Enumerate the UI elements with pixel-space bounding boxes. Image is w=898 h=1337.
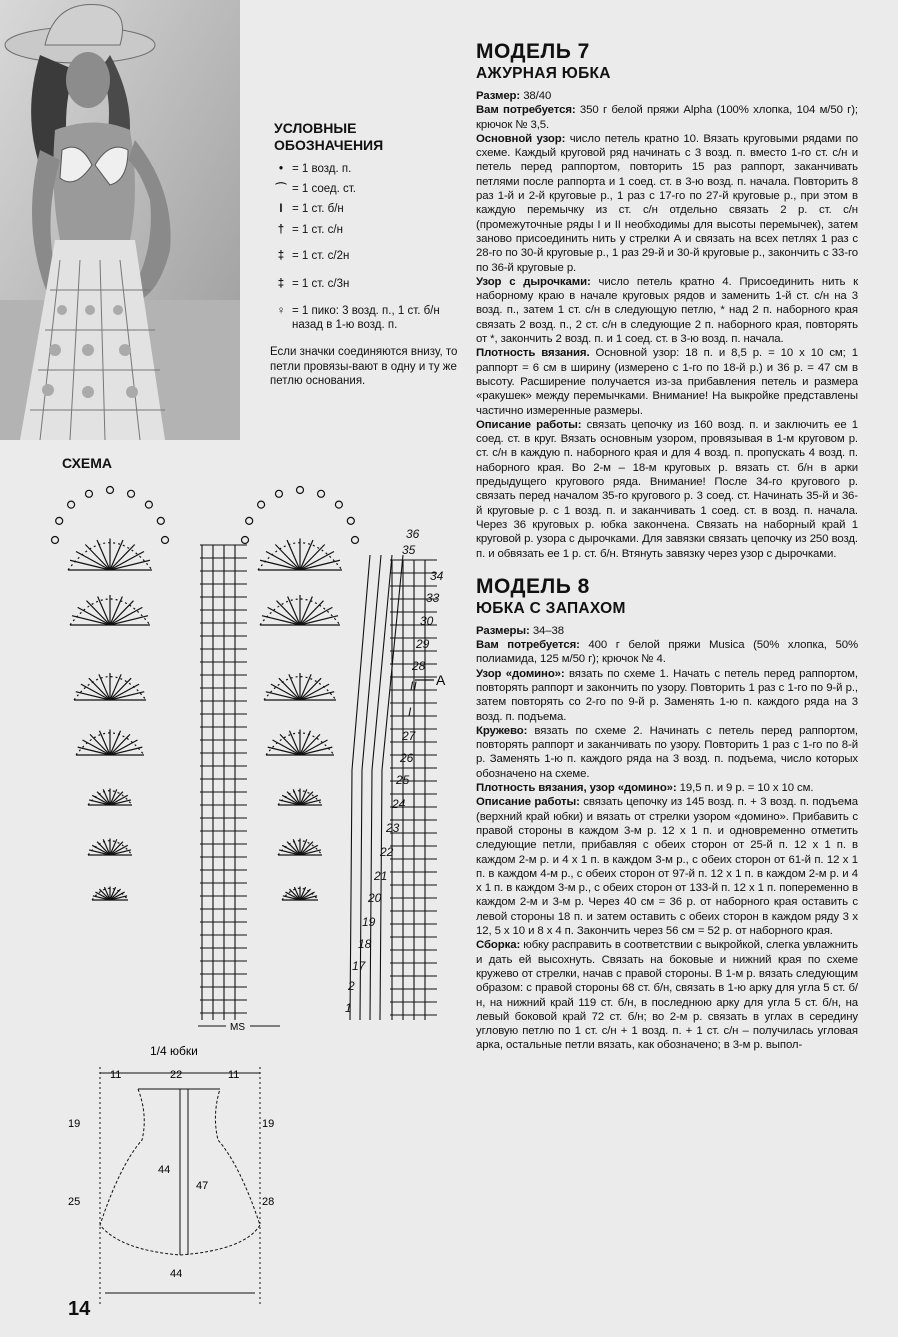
fan-stitch [268, 747, 300, 755]
dim-left-top: 19 [68, 1118, 81, 1130]
model7-paragraph [476, 132, 858, 275]
legend-item-text: = 1 ст. с/н [292, 223, 343, 236]
fan-stitch [110, 607, 142, 625]
model8-subtitle: ЮБКА С ЗАПАХОМ [476, 599, 626, 617]
paragraph-label: Размеры: [476, 624, 530, 637]
fan-stitch [300, 674, 311, 700]
picot-mark [162, 537, 169, 544]
legend-item-text: = 1 соед. ст. [292, 182, 356, 195]
schema-label: СХЕМА [62, 455, 113, 471]
row-number: 33 [426, 591, 440, 605]
legend-item [270, 162, 460, 176]
fan-stitch [76, 551, 110, 570]
picot-mark [157, 517, 164, 524]
dim-center-length-a: 44 [158, 1164, 171, 1176]
paragraph-label: Вам потребуется: [476, 639, 580, 652]
model8-section [476, 575, 858, 1053]
fan-stitch [99, 674, 110, 700]
legend-item [270, 249, 460, 263]
paragraph-text: связать цепочку из 160 возд. п. и заключить ее 1 соед. ст. в круг. Вязать основным узором, провязывая в 1-м круговом р. ст. с/н в каждую п. наборного края и для 4 возд. п. пропускать 4 возд. п. наборного края. Во 2-м – 18-м круговых р. вязать ст. б/н в арки предыдущего кругового ряда. Внимание! После 34-го кругового р. связать перед началом 35-го кругового р. 3 соед. ст. Начинать 35-й и 36-й круговые р. с 1 возд. п. и заканчивать 1 соед. ст. в возд. п. начала. Через 36 круговых р. юбка закончена. Связать на наборный край 1 круговой р. узора с дырочками. Для завязки связать цепочку из 250 возд. п. и обвязать ее 1 р. ст. б/н. Втянуть завязку через узор с дырочками. [476, 418, 859, 560]
model8-paragraph [476, 667, 858, 724]
fan-stitch [288, 596, 300, 625]
fan-stitch [266, 551, 300, 570]
legend-item [270, 304, 460, 333]
fan-stitch [110, 684, 139, 700]
paragraph-label: Кружево: [476, 724, 528, 737]
fan-stitch [275, 545, 300, 570]
legend-note: Если значки соединяются внизу, то петли провязы-вают в одну и ту же петлю основания. [270, 345, 458, 388]
fan-stitch [110, 540, 123, 570]
fan-stitch [300, 734, 320, 755]
picot-mark [145, 501, 152, 508]
legend-item [270, 277, 460, 291]
fan-stitch [99, 731, 110, 755]
fan-stitch [300, 551, 334, 570]
fan-stitch [300, 560, 340, 570]
row-number: 24 [392, 797, 406, 811]
fan-stitch [110, 740, 138, 755]
paragraph-label: Размер: [476, 90, 521, 102]
model7-subtitle: АЖУРНАЯ ЮБКА [476, 65, 611, 82]
fan-stitch [110, 678, 131, 700]
ms-label: MS [230, 1022, 245, 1033]
pattern-title: 1/4 юбки [150, 1045, 198, 1058]
fan-stitch [90, 734, 110, 755]
paragraph-label: Узор «домино»: [476, 667, 565, 680]
model7-paragraph [476, 275, 858, 346]
page-number: 14 [68, 1298, 91, 1320]
model8-paragraph [476, 724, 858, 781]
fan-stitch [110, 674, 121, 700]
paragraph-text: число петель кратно 4. Присоединить нить к наборному краю в начале круговых рядов и заменить 1-й ст. с/н на 3 возд. п., затем 1 ст. с/н в следующую петлю, * над 2 п. наборного края связать 2 возд. п., 2 ст. с/н в следующие 2 п. наборного края, повторять от *, закончить 2 возд. п. и 1 соед. ст. в 3-ю возд. п. начала. [476, 275, 858, 346]
double-crochet-icon: † [277, 223, 285, 236]
picot-mark [258, 501, 265, 508]
row-number: 20 [368, 891, 382, 905]
row-number: 35 [402, 543, 416, 557]
paragraph-label: Описание работы: [476, 418, 582, 431]
fan-stitch [300, 596, 312, 625]
fan-stitch [110, 596, 122, 625]
fan-stitch [85, 545, 110, 570]
picot-mark [246, 517, 253, 524]
text-column [476, 40, 858, 1053]
row-number: 19 [362, 915, 376, 929]
fan-stitch [280, 734, 300, 755]
paragraph-text: Основной узор: 18 п. и 8,5 р. = 10 х 10 см; 1 раппорт = 6 см в ширину (измерено с 1-го по 18-й р.) и 36 р. = 47 см в высоту. Расширение получается из-за прибавления петель и размера «ракушек» между перемычками. Внимание! На выкройке представлены частично измеренные размеры. [476, 347, 858, 417]
paragraph-label: Описание работы: [476, 796, 580, 809]
row-number: 30 [420, 614, 434, 628]
paragraph-text: вязать по схеме 1. Начать с петель перед раппортом, повторять раппорт и закончить по узору. Повторить 1 раз с 1-го по 9-й р., затем повторять со 2-го по 9-й р. Заменять 1-ю п. каждого ряда на 3 возд. п. подъема. [476, 667, 858, 723]
fan-stitch [289, 674, 300, 700]
slip-stitch-icon: ⌒ [275, 182, 287, 195]
row-number: 26 [400, 751, 414, 765]
model8-paragraph [476, 624, 858, 638]
fan-stitch [78, 747, 110, 755]
fan-stitch [300, 540, 313, 570]
picot-mark [68, 501, 75, 508]
woman-in-crochet-skirt-image [0, 0, 240, 440]
fan-stitch [300, 616, 338, 625]
picot-mark [347, 517, 354, 524]
fan-stitch [89, 678, 110, 700]
row-number: 2 [348, 979, 355, 993]
paragraph-text: 400 г белой пряжи Musica (50% хлопка, 50% полиамида, 125 м/50 г); крючок № 4. [476, 639, 858, 666]
double-treble-crochet-icon: ‡ [277, 278, 285, 291]
fan-stitch [72, 616, 110, 625]
dim-right-top: 19 [262, 1118, 275, 1130]
fan-stitch [76, 692, 110, 700]
fan-stitch [300, 545, 325, 570]
paragraph-label: Плотность вязания. [476, 347, 590, 360]
dim-hem-width: 44 [170, 1268, 183, 1280]
paragraph-text: 34–38 [529, 624, 564, 637]
row-number: II [410, 679, 417, 693]
fan-stitch [70, 560, 110, 570]
paragraph-label: Узор с дырочками: [476, 275, 591, 288]
legend-title-line1: УСЛОВНЫЕ [274, 120, 357, 136]
fan-stitch [276, 601, 300, 625]
picot-mark [128, 490, 135, 497]
paragraph-text: 38/40 [520, 90, 552, 102]
skirt-pattern-diagram [60, 1045, 320, 1305]
model7-paragraph [476, 418, 858, 561]
picot-icon: ♀ [276, 304, 286, 317]
paragraph-text: связать цепочку из 145 возд. п. + 3 возд. п. подъема (верхний край юбки) и вязать от стрелки узором «домино». Прибавить с правой стороны в каждом 3-м р. 12 х 1 п. и одновременно отметить следующие петли, прибавляя с обеих сторон от 25-й п. 12 х 1 п. в каждом 2-м р. и 4 х 1 п. в каждом 3-м р., с обеих сторон от 61-й п. 12 х 1 п. в каждом 4-м р., с обеих сторон от 97-й п. 12 х 1 п. в каждом 2-м р. и 4 х 1 п. в каждом 3-м р., с обеих сторон от 133-й п. 12 х 1 п. попеременно в каждом 2-м и 3-м р. Через 40 см = 36 р. от наборного края оставить с левой стороны 18 п. и затем оставить с обеих сторон в каждом ряду 3 х 12, 5 х 10 и 8 х 4 п. Закончить через 56 см = 52 р. от наборного края. [476, 796, 859, 938]
paragraph-label: Плотность вязания, узор «домино»: [476, 782, 677, 795]
fan-stitch [98, 596, 110, 625]
paragraph-text: 19,5 п. и 9 р. = 10 х 10 см. [676, 782, 814, 795]
treble-crochet-icon: ‡ [277, 250, 285, 263]
dim-center-length-b: 47 [196, 1180, 209, 1192]
row-number: 29 [416, 637, 430, 651]
model7-paragraph [476, 89, 858, 103]
model8-paragraph [476, 938, 858, 1052]
fan-stitch [300, 678, 321, 700]
legend-item [270, 202, 460, 216]
legend-title-line2: ОБОЗНАЧЕНИЯ [274, 136, 384, 153]
model8-title: МОДЕЛЬ 8 [476, 574, 590, 598]
paragraph-text: число петель кратно 10. Вязать круговыми рядами по схеме. Каждый круговой ряд начинать с 3 возд. п. вместо 1-го ст. с/н и петель перед раппортом, повторить 15 раз раппорт, заканчивать петлями после раппорта и 1 соед. ст. в 3-ю возд. п. начала. Повторить 8 раз 1-й и 2-й круговые р., 1 раз с 17-го по 27-й круговые р., при этом в каждую перемычку из ст. с/н отдельно связать 2 р. ст. с/н (промежуточные ряды I и II необходимы для высоты перемычек), затем заново присоединить нить у стрелки А и связать на всех петлях 1 раз с 28-го по 30-й круговые р., 1 раз 29-й и 30-й круговые р., закончить с 33-го по 36-й круговые р. [476, 132, 858, 274]
crochet-chart [40, 470, 470, 1035]
row-number: I [408, 705, 412, 719]
legend-item [270, 223, 460, 237]
fan-stitch [110, 692, 144, 700]
fan-stitch [300, 740, 328, 755]
paragraph-label: Вам потребуется: [476, 104, 576, 117]
fan-stitch [260, 560, 300, 570]
legend-item-text: = 1 ст. б/н [292, 203, 344, 216]
row-number: 34 [430, 569, 444, 583]
dim-right-width: 11 [228, 1069, 240, 1081]
fan-stitch [300, 692, 334, 700]
picot-mark [297, 487, 304, 494]
picot-mark [275, 490, 282, 497]
model7-title: МОДЕЛЬ 7 [476, 40, 590, 63]
row-number: 21 [374, 869, 388, 883]
model8-paragraph [476, 795, 858, 938]
chain-stitch-icon: • [278, 162, 284, 175]
fan-stitch [262, 616, 300, 625]
paragraph-label: Основной узор: [476, 132, 566, 145]
row-number: 22 [380, 845, 394, 859]
fan-stitch [271, 684, 300, 700]
arrow-a-label: A [436, 672, 446, 688]
fan-stitch [110, 734, 130, 755]
row-number: 28 [412, 659, 426, 673]
symbol-legend [270, 120, 460, 389]
fan-stitch [110, 601, 134, 625]
model8-paragraph [476, 781, 858, 795]
paragraph-text: юбку расправить в соответствии с выкройкой, слегка увлажнить и дать ей высохнуть. Связать на боковые и нижний края по схеме кружево от стрелки, начав с правой стороны. В 1-м р. вязать следующим образом: с правой стороны 68 ст. б/н, связать в 1-ю арку для угла 5 ст. б/н, на нижний край 119 ст. б/н, в последнюю арку для угла 5 ст. б/н, на левый боковой край 72 ст. б/н; во 2-м р. связать в углах в середину угловую петлю по 1 ст. с/н + 1 возд. п. + 1 ст. с/н – получилась угловая арка, остальные петли вязать, как обозначено; в 3-м р. выпол- [476, 939, 858, 1052]
fan-stitch [279, 678, 300, 700]
row-number: 25 [396, 773, 410, 787]
single-crochet-icon: I [279, 203, 283, 216]
legend-item [270, 182, 460, 196]
dim-left-bottom: 25 [68, 1196, 81, 1208]
dim-left-width: 11 [110, 1069, 122, 1081]
fan-stitch [110, 616, 148, 625]
legend-item-text: = 1 ст. с/3н [292, 278, 350, 291]
fan-stitch [110, 747, 142, 755]
row-number: 18 [358, 937, 372, 951]
model7-body [476, 89, 858, 561]
legend-item-text: = 1 ст. с/2н [292, 250, 350, 263]
picot-mark [52, 537, 59, 544]
picot-mark [56, 517, 63, 524]
dim-center-width: 22 [170, 1069, 183, 1081]
row-number: 36 [406, 527, 420, 541]
picot-mark [242, 537, 249, 544]
picot-mark [335, 501, 342, 508]
fan-stitch [289, 731, 300, 755]
paragraph-label: Сборка: [476, 939, 521, 952]
row-number: 17 [352, 959, 366, 973]
fan-stitch [300, 601, 324, 625]
model7-paragraph [476, 103, 858, 132]
row-number: 27 [402, 729, 416, 743]
model-photo [0, 0, 240, 440]
dim-right-bottom: 28 [262, 1196, 275, 1208]
fan-stitch [300, 684, 329, 700]
paragraph-text: 350 г белой пряжи Alpha (100% хлопка, 104 м/50 г); крючок № 3,5. [476, 104, 858, 131]
legend-item-text: = 1 пико: 3 возд. п., 1 ст. б/н назад в 1-ю возд. п. [292, 304, 440, 332]
legend-item-text: = 1 возд. п. [292, 162, 352, 175]
fan-stitch [86, 601, 110, 625]
picot-mark [107, 487, 114, 494]
fan-stitch [110, 560, 150, 570]
fan-stitch [266, 692, 300, 700]
fan-stitch [110, 545, 135, 570]
legend-title [274, 120, 460, 154]
row-number: 1 [345, 1001, 352, 1015]
fan-stitch [300, 607, 332, 625]
fan-stitch [78, 607, 110, 625]
picot-mark [318, 490, 325, 497]
picot-mark [85, 490, 92, 497]
fan-stitch [82, 740, 110, 755]
fan-stitch [300, 747, 332, 755]
model8-paragraph [476, 638, 858, 667]
picot-mark [352, 537, 359, 544]
fan-stitch [272, 740, 300, 755]
fan-stitch [268, 607, 300, 625]
paragraph-text: вязать по схеме 2. Начинать с петель перед раппортом, повторять раппорт и заканчивать по узору. Повторить 1 раз с 1-го по 8-й р. Заменять 1-ю п. каждого ряда на 3 возд. п. подъема, число которых обозначено на схеме. [476, 724, 858, 780]
fan-stitch [110, 551, 144, 570]
row-number: 23 [386, 821, 400, 835]
fan-stitch [81, 684, 110, 700]
model7-paragraph [476, 346, 858, 417]
